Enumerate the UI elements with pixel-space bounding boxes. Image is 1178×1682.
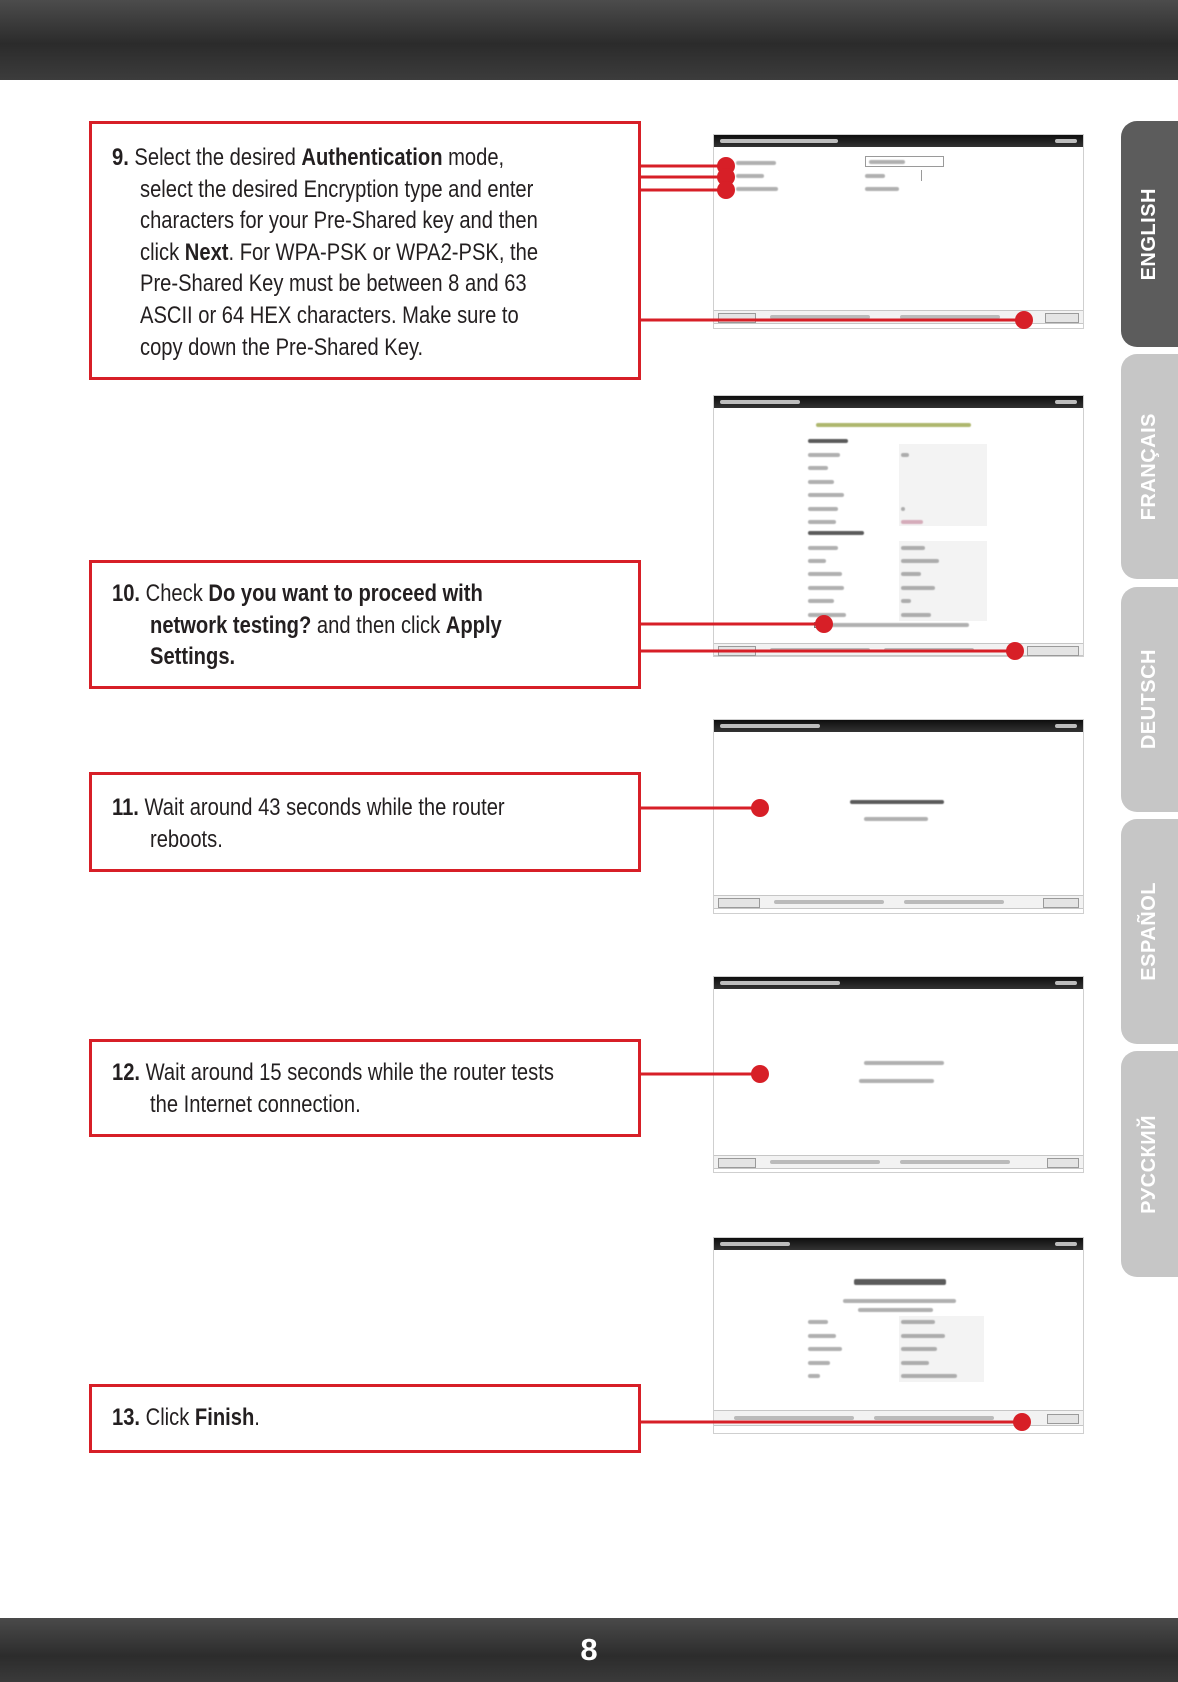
value-panel [899, 541, 987, 621]
router-screenshot-testing [713, 976, 1084, 1173]
screenshot-footer [714, 1410, 1083, 1426]
bold-text: Apply [445, 611, 502, 639]
instruction-line [150, 610, 569, 642]
screenshot-header-bar [714, 1238, 1083, 1250]
blurred-text [720, 724, 820, 728]
instruction-line-text [112, 578, 483, 610]
blurred-text [808, 572, 842, 576]
blurred-text [770, 1160, 880, 1164]
body-text: . [254, 1404, 260, 1431]
body-text: Wait around 43 seconds while the router [138, 794, 505, 821]
instruction-line-text [140, 300, 519, 332]
blurred-text [901, 559, 939, 563]
blurred-text [774, 900, 884, 904]
instruction-line [140, 268, 614, 300]
blurred-text [901, 520, 923, 524]
network-testing-checkbox [814, 622, 820, 628]
body-text: Wait around 15 seconds while the router tests [140, 1059, 554, 1086]
body-text: select the desired Encryption type and enter [140, 175, 534, 203]
bold-text: network testing? [150, 611, 312, 639]
next-button [1045, 313, 1079, 323]
step-10-box [89, 560, 641, 689]
blurred-text [864, 1061, 944, 1065]
blurred-text [864, 817, 928, 821]
key-field [888, 170, 922, 181]
blurred-text [1055, 139, 1077, 143]
blurred-text [808, 466, 828, 470]
step-13-text [112, 1402, 288, 1434]
bold-text: Finish [194, 1404, 255, 1431]
bold-text: 12. [112, 1059, 141, 1086]
blurred-text [869, 160, 905, 164]
body-text: copy down the Pre-Shared Key. [140, 333, 424, 361]
bold-text: Do you want to proceed with [208, 580, 483, 607]
blurred-text [900, 1160, 1010, 1164]
back-button [718, 1158, 756, 1168]
value-panel [899, 444, 987, 526]
blurred-text [734, 1416, 854, 1420]
body-text: characters for your Pre-Shared key and then [140, 207, 538, 235]
instruction-line-text [150, 610, 502, 642]
instruction-line-text [150, 641, 235, 673]
instruction-line [150, 1089, 638, 1121]
body-text: click [140, 238, 185, 266]
blurred-text [901, 1374, 957, 1378]
blurred-text [720, 139, 838, 143]
blurred-text [808, 1374, 820, 1378]
blurred-text [1055, 724, 1077, 728]
blurred-text [843, 1299, 956, 1303]
body-text: and then click [311, 611, 446, 639]
instruction-line [140, 332, 614, 364]
screenshot-header-bar [714, 977, 1083, 989]
blurred-text [901, 1334, 945, 1338]
bold-text: 11. [112, 794, 139, 821]
instruction-line [140, 237, 614, 269]
blurred-text [901, 572, 921, 576]
blurred-text [808, 520, 836, 524]
tab-english-label: ENGLISH [1138, 187, 1160, 281]
back-button [718, 646, 756, 656]
instruction-line [112, 792, 579, 824]
blurred-text [816, 423, 971, 427]
blurred-text [904, 900, 1004, 904]
blurred-text [770, 648, 870, 652]
blurred-text [901, 1347, 937, 1351]
blurred-text [850, 800, 944, 804]
blurred-text [865, 174, 885, 178]
blurred-text [808, 613, 846, 617]
blurred-text [720, 981, 840, 985]
page-number: 8 [580, 1632, 598, 1667]
step-12-box [89, 1039, 641, 1137]
blurred-text [901, 1320, 935, 1324]
blurred-text [884, 648, 974, 652]
tab-russian-label: РУССКИЙ [1138, 1114, 1160, 1214]
bold-text: 13. [112, 1404, 141, 1431]
bold-text: 10. [112, 580, 141, 607]
back-button [718, 313, 756, 323]
next-button [1047, 1158, 1079, 1168]
blurred-text [858, 1308, 933, 1312]
instruction-line-text [112, 1402, 260, 1434]
instruction-line [150, 824, 579, 856]
screenshot-footer [714, 643, 1083, 656]
body-text: the Internet connection. [150, 1090, 361, 1118]
instruction-line-text [112, 142, 504, 174]
blurred-text [736, 187, 778, 191]
step-11-text [112, 792, 579, 855]
back-button [718, 898, 760, 908]
instruction-line-text [140, 268, 527, 300]
step-9-box [89, 121, 641, 380]
body-text: Select the desired [128, 144, 302, 171]
screenshot-footer [714, 310, 1083, 324]
router-screenshot-finish [713, 1237, 1084, 1434]
blurred-text [808, 507, 838, 511]
instruction-line-text [140, 205, 538, 237]
blurred-text [865, 187, 899, 191]
router-screenshot-rebooting [713, 719, 1084, 914]
instruction-line [140, 205, 614, 237]
tab-russian [1121, 1051, 1178, 1277]
router-screenshot-security [713, 134, 1084, 329]
bold-text: Authentication [301, 144, 443, 171]
blurred-text [720, 400, 800, 404]
tab-english [1121, 121, 1178, 347]
blurred-text [1055, 400, 1077, 404]
blurred-text [1055, 981, 1077, 985]
screenshot-header-bar [714, 396, 1083, 408]
tab-deutsch [1121, 587, 1178, 812]
blurred-text [770, 315, 870, 319]
screenshot-header-bar [714, 135, 1083, 147]
tab-deutsch-label: DEUTSCH [1138, 649, 1160, 750]
blurred-text [720, 1242, 790, 1246]
blurred-text [1055, 1242, 1077, 1246]
instruction-line [112, 1057, 638, 1089]
body-text: Check [140, 580, 209, 607]
blurred-text [901, 599, 911, 603]
bottom-banner [0, 1618, 1178, 1682]
blurred-text [901, 613, 931, 617]
blurred-text [901, 453, 909, 457]
instruction-line-text [140, 332, 423, 364]
instruction-line [140, 174, 614, 206]
blurred-text [824, 623, 969, 627]
blurred-text [808, 493, 844, 497]
blurred-text [808, 439, 848, 443]
instruction-line-text [150, 824, 223, 856]
step-11-box [89, 772, 641, 872]
tab-francais [1121, 354, 1178, 579]
screenshot-header-bar [714, 720, 1083, 732]
bold-text: Settings. [150, 643, 236, 671]
blurred-text [808, 599, 834, 603]
bold-text: Next [184, 238, 229, 266]
apply-settings-button [1027, 646, 1079, 656]
blurred-text [808, 1334, 836, 1338]
blurred-text [900, 315, 1000, 319]
step-12-text [112, 1057, 638, 1120]
screenshot-footer [714, 1155, 1083, 1169]
instruction-line-text [140, 237, 538, 269]
step-13-box [89, 1384, 641, 1453]
step-10-text [112, 578, 569, 673]
body-text: mode, [442, 144, 505, 171]
next-button [1043, 898, 1079, 908]
tab-francais-label: FRANÇAIS [1138, 412, 1160, 521]
body-text: Pre-Shared Key must be between 8 and 63 [140, 270, 527, 298]
finish-button [1047, 1414, 1079, 1424]
step-9-text [112, 142, 614, 363]
screenshot-footer [714, 895, 1083, 909]
instruction-line-text [112, 1057, 554, 1089]
authentication-select [865, 156, 944, 167]
tab-espanol [1121, 819, 1178, 1044]
router-screenshot-summary [713, 395, 1084, 657]
blurred-text [808, 546, 838, 550]
blurred-text [859, 1079, 934, 1083]
instruction-line-text [112, 792, 505, 824]
instruction-line [140, 300, 614, 332]
blurred-text [808, 586, 844, 590]
instruction-line-text [150, 1089, 361, 1121]
instruction-line-text [140, 174, 533, 206]
body-text: . For WPA-PSK or WPA2-PSK, the [228, 238, 539, 266]
instruction-line [112, 142, 614, 174]
instruction-line [112, 1402, 288, 1434]
blurred-text [901, 586, 935, 590]
blurred-text [901, 1361, 929, 1365]
blurred-text [901, 507, 905, 511]
top-banner [0, 0, 1178, 80]
blurred-text [901, 546, 925, 550]
body-text: ASCII or 64 HEX characters. Make sure to [140, 301, 519, 329]
tab-espanol-label: ESPAÑOL [1138, 882, 1160, 981]
blurred-text [808, 1347, 842, 1351]
instruction-line [150, 641, 569, 673]
blurred-text [808, 559, 826, 563]
body-text: Click [140, 1404, 195, 1431]
blurred-text [874, 1416, 994, 1420]
instruction-line [112, 578, 569, 610]
blurred-text [808, 453, 840, 457]
blurred-text [854, 1279, 946, 1285]
blurred-text [808, 1361, 830, 1365]
bold-text: 9. [112, 144, 129, 171]
blurred-text [736, 161, 776, 165]
body-text: reboots. [150, 825, 223, 853]
blurred-text [808, 531, 864, 535]
blurred-text [736, 174, 764, 178]
blurred-text [808, 480, 834, 484]
blurred-text [808, 1320, 828, 1324]
